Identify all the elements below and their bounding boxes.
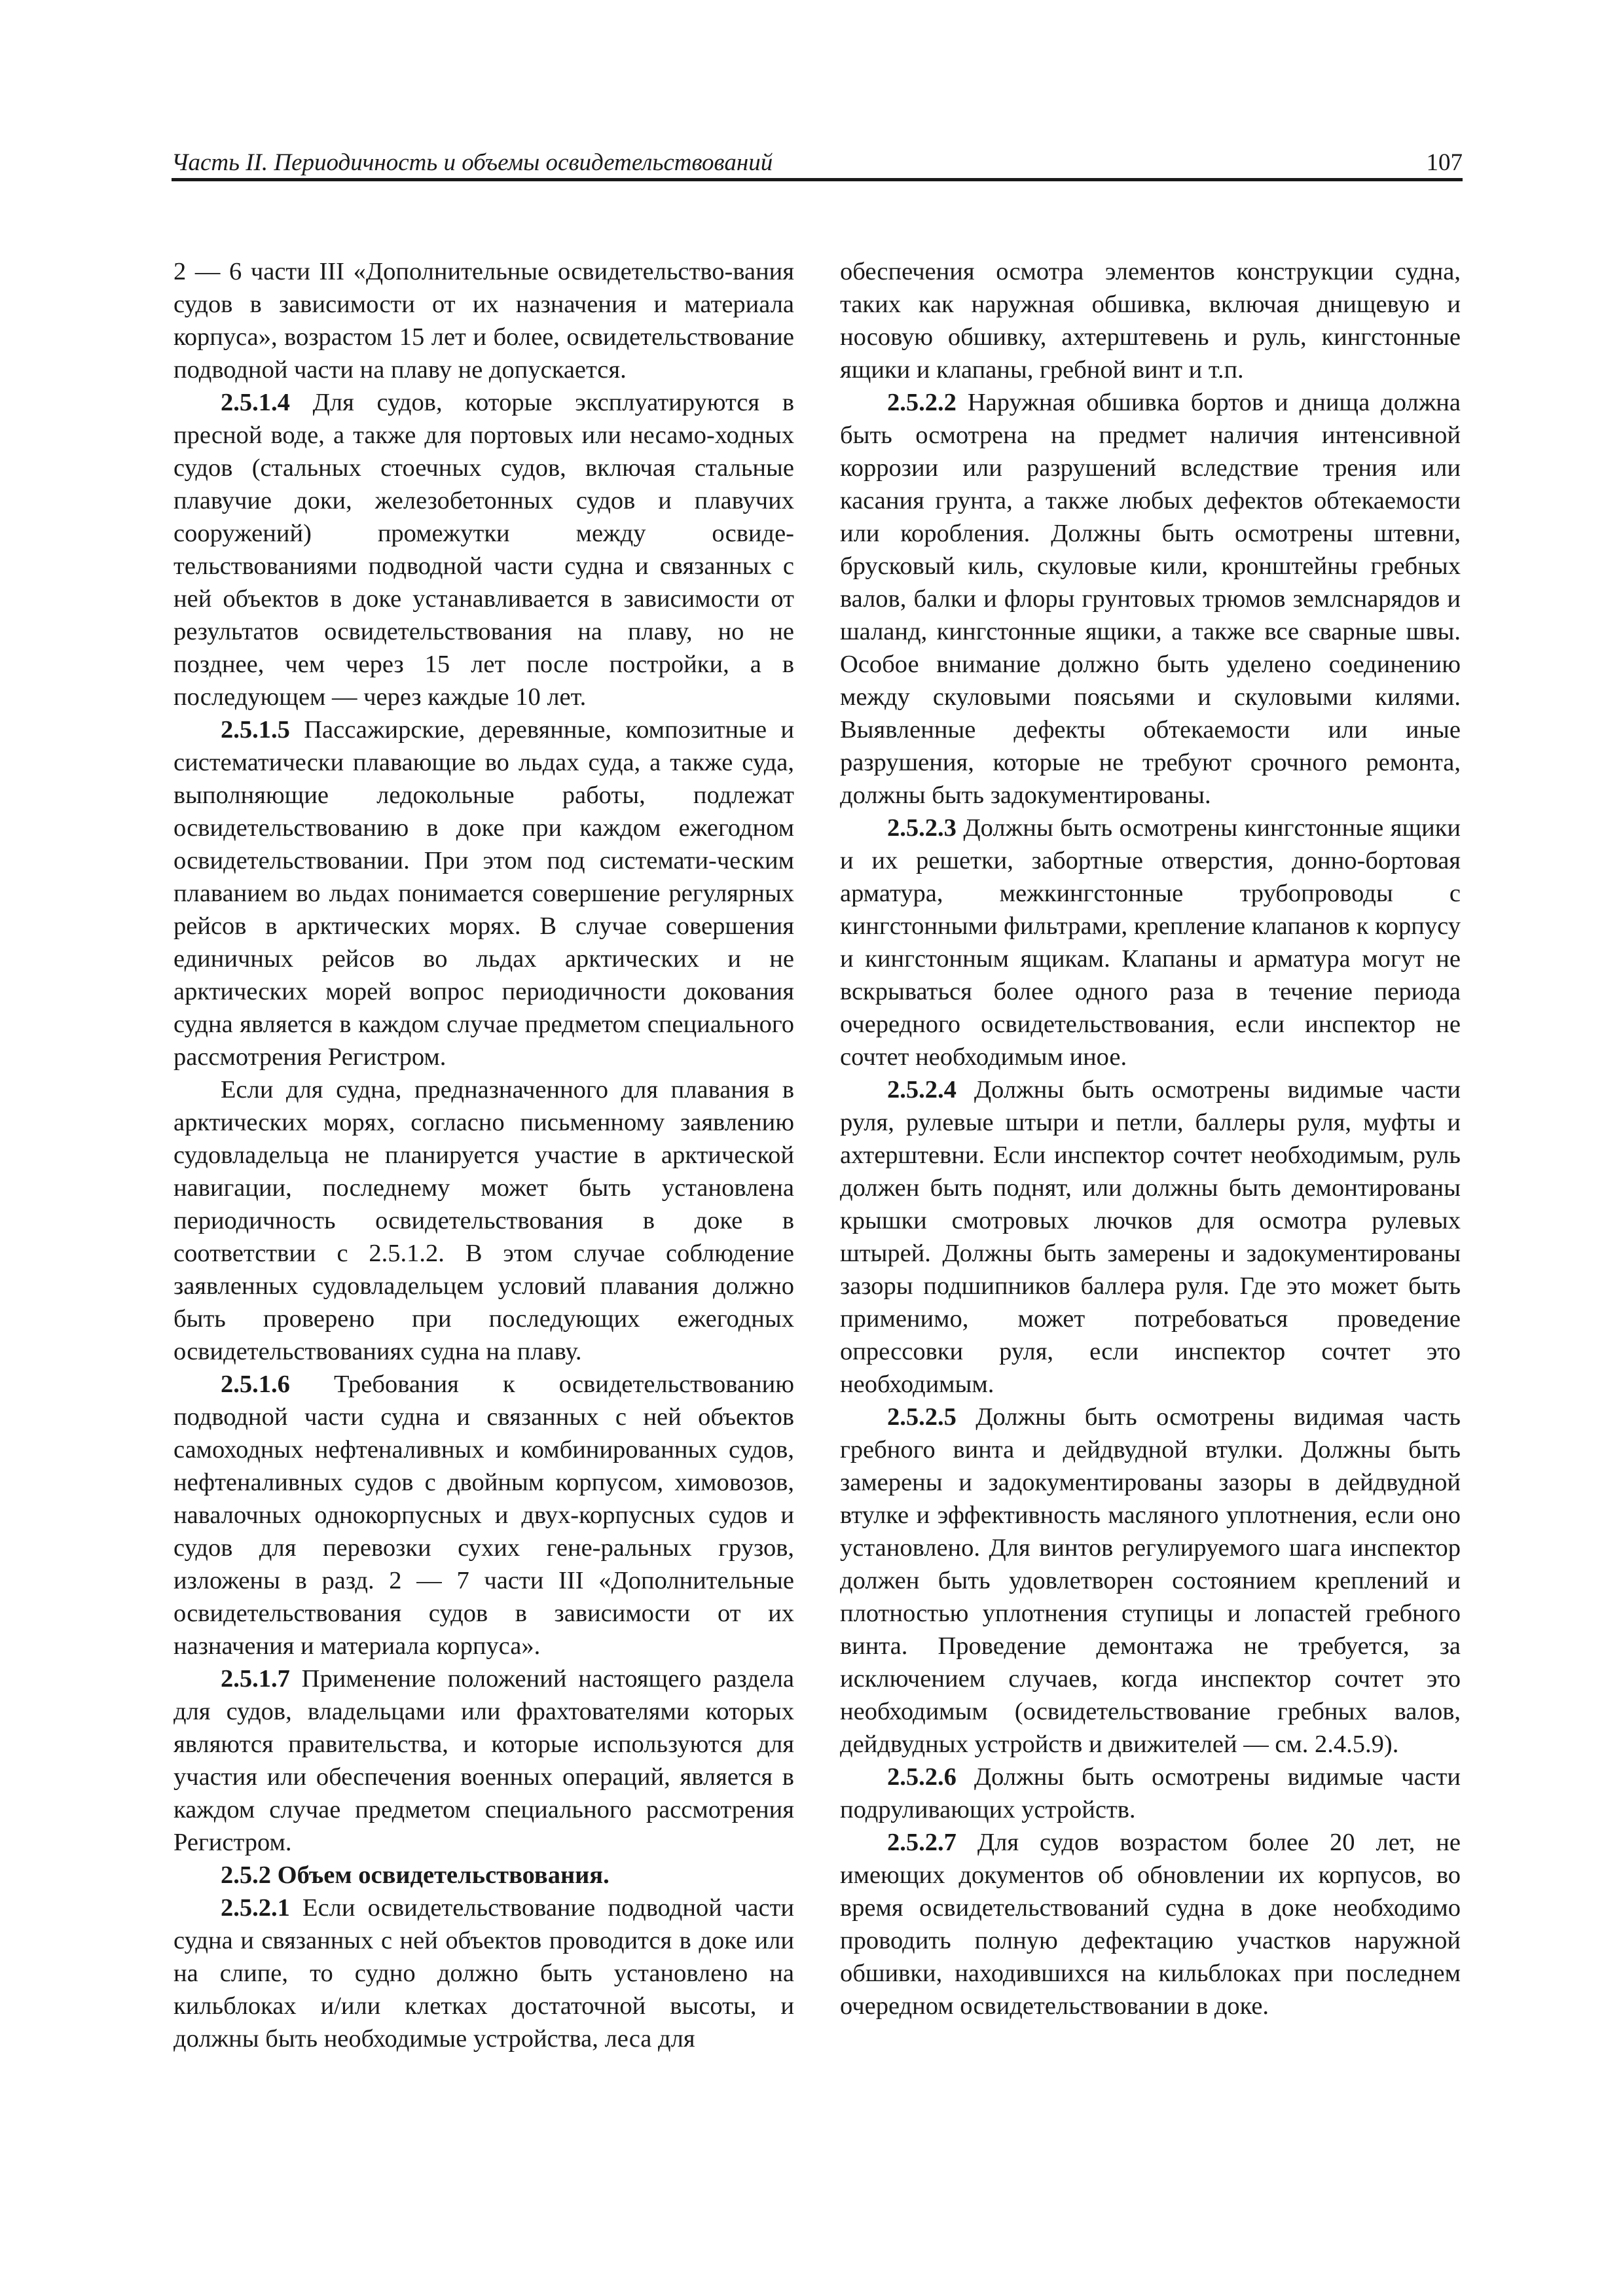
paragraph-2-5-1-5: 2.5.1.5 Пассажирские, деревянные, композитные и систематически плавающие во льдах суда, а также суда, выполняющие ледокольные работы, подлежат освидетельствованию в доке при каждом ежегодном освидетельствовании. При этом под системати-ческим плаванием во льдах понимается совершение регулярных рейсов в арктических морях. В случае совершения единичных рейсов во льдах арктических и не арктических морей вопрос периодичности докования судна является в каждом случае предметом специального рассмотрения Регистром. (173, 716, 794, 1071)
paragraph-continuation: обеспечения осмотра элементов конструкции судна, таких как наружная обшивка, включая днищевую и носовую обшивку, ахтерштевень и руль, кингстонные ящики и клапаны, гребной винт и т.п. (840, 258, 1461, 384)
clause-number: 2.5.2.3 (887, 814, 957, 842)
paragraph-arctic: Если для судна, предназначенного для плавания в арктических морях, согласно письменному заявлению судовладельца не планируется участие в арктической навигации, последнему может быть установлена периодичность освидетельствования в доке в соответствии с 2.5.1.2. В этом случае соблюдение заявленных судовладельцем условий плавания должно быть проверено при последующих ежегодных освидетельствованиях судна на плаву. (173, 1076, 794, 1365)
right-column (840, 255, 1461, 2022)
paragraph-2-5-2-2: 2.5.2.2 Наружная обшивка бортов и днища должна быть осмотрена на предмет наличия интенсивной коррозии или разрушений вследствие трения или касания грунта, а также любых дефектов обтекаемости или коробления. Должны быть осмотрены штевни, брусковый киль, скуловые кили, кронштейны гребных валов, балки и флоры грунтовых трюмов землснарядов и шаланд, кингстонные ящики, а также все сварные швы. Особое внимание должно быть уделено соединению между скуловыми поясьями и скуловыми килями. Выявленные дефекты обтекаемости или иные разрушения, которые не требуют срочного ремонта, должны быть задокументированы. (840, 389, 1461, 809)
clause-number: 2.5.2.7 (887, 1829, 957, 1856)
clause-number: 2.5.2.5 (887, 1403, 957, 1431)
page-number: 107 (1426, 149, 1463, 176)
paragraph-2-5-2-3: 2.5.2.3 Должны быть осмотрены кингстонные ящики и их решетки, забортные отверстия, донно-бортовая арматура, межкингстонные трубопроводы с кингстонными фильтрами, крепление клапанов к корпусу и кингстонным ящикам. Клапаны и арматура могут не вскрываться более одного раза в течение периода очередного освидетельствования, если инспектор не сочтет необходимым иное. (840, 814, 1461, 1071)
section-heading: 2.5.2 Объем освидетельствования. (221, 1861, 610, 1889)
paragraph-2-5-2-4: 2.5.2.4 Должны быть осмотрены видимые части руля, рулевые штыри и петли, баллеры руля, муфты и ахтерштевни. Если инспектор сочтет необходимым, руль должен быть поднят, или должны быть демонтированы крышки смотровых лючков для осмотра рулевых штырей. Должны быть замерены и задокументированы зазоры подшипников баллера руля. Где это может быть применимо, может потребоваться проведение опрессовки руля, если инспектор сочтет это необходимым. (840, 1076, 1461, 1398)
paragraph-2-5-2-5: 2.5.2.5 Должны быть осмотрены видимая часть гребного винта и дейдвудной втулки. Должны быть замерены и задокументированы зазоры в дейдвудной втулке и эффективность масляного уплотнения, если оно установлено. Для винтов регулируемого шага инспектор должен быть удовлетворен состоянием креплений и плотностью уплотнения ступицы и лопастей гребного винта. Проведение демонтажа не требуется, за исключением случаев, когда инспектор сочтет это необходимым (освидетельствование гребных валов, дейдвудных устройств и движителей — см. 2.4.5.9). (840, 1403, 1461, 1758)
clause-number: 2.5.2.2 (887, 389, 957, 416)
paragraph-2-5-2-7: 2.5.2.7 Для судов возрастом более 20 лет, не имеющих документов об обновлении их корпусов, во время освидетельствований судна в доке необходимо проводить полную дефектацию участков наружной обшивки, находившихся на кильблоках при последнем очередном освидетельствовании в доке. (840, 1829, 1461, 2020)
paragraph-2-5-1-7: 2.5.1.7 Применение положений настоящего раздела для судов, владельцами или фрахтователями которых являются правительства, и которые используются для участия или обеспечения военных операций, является в каждом случае предметом специального рассмотрения Регистром. (173, 1665, 794, 1856)
paragraph-2-5-1-6: 2.5.1.6 Требования к освидетельствованию подводной части судна и связанных с ней объектов самоходных нефтеналивных и комбинированных судов, нефтеналивных судов с двойным корпусом, химовозов, навалочных однокорпусных и двух-корпусных судов и судов для перевозки сухих гене-ральных грузов, изложены в разд. 2 — 7 части III «Дополнительные освидетельствования судов в зависимости от их назначения и материала корпуса». (173, 1371, 794, 1660)
clause-number: 2.5.1.4 (221, 389, 290, 416)
clause-number: 2.5.2.4 (887, 1076, 957, 1103)
clause-number: 2.5.2.6 (887, 1763, 957, 1791)
paragraph-2-5-2-1: 2.5.2.1 Если освидетельствование подводной части судна и связанных с ней объектов проводится в доке или на слипе, то судно должно быть установлено на кильблоках и/или клетках достаточной высоты, и должны быть необходимые устройства, леса для (173, 1894, 794, 2053)
paragraph-continuation: 2 — 6 части III «Дополнительные освидетельство-вания судов в зависимости от их назначения и материала корпуса», возрастом 15 лет и более, освидетельствование подводной части на плаву не допускается. (173, 258, 794, 384)
left-column (173, 255, 794, 2055)
clause-number: 2.5.1.5 (221, 716, 290, 744)
section-heading-2-5-2 (173, 1859, 794, 1892)
clause-number: 2.5.1.7 (221, 1665, 290, 1693)
paragraph-2-5-2-6: 2.5.2.6 Должны быть осмотрены видимые части подруливающих устройств. (840, 1763, 1461, 1823)
running-header (172, 145, 1463, 181)
paragraph-2-5-1-4: 2.5.1.4 Для судов, которые эксплуатируются в пресной воде, а также для портовых или несамо-ходных судов (стальных стоечных судов, включая стальные плавучие доки, железобетонных судов и плавучих сооружений) промежутки между освиде-тельствованиями подводной части судна и связанных с ней объектов в доке устанавливается в зависимости от результатов освидетельствования на плаву, но не позднее, чем через 15 лет после постройки, а в последующем — через каждые 10 лет. (173, 389, 794, 711)
header-title: Часть II. Периодичность и объемы освидетельствований (172, 149, 773, 176)
clause-number: 2.5.2.1 (221, 1894, 290, 1922)
clause-number: 2.5.1.6 (221, 1371, 290, 1398)
header-rule (172, 178, 1463, 181)
